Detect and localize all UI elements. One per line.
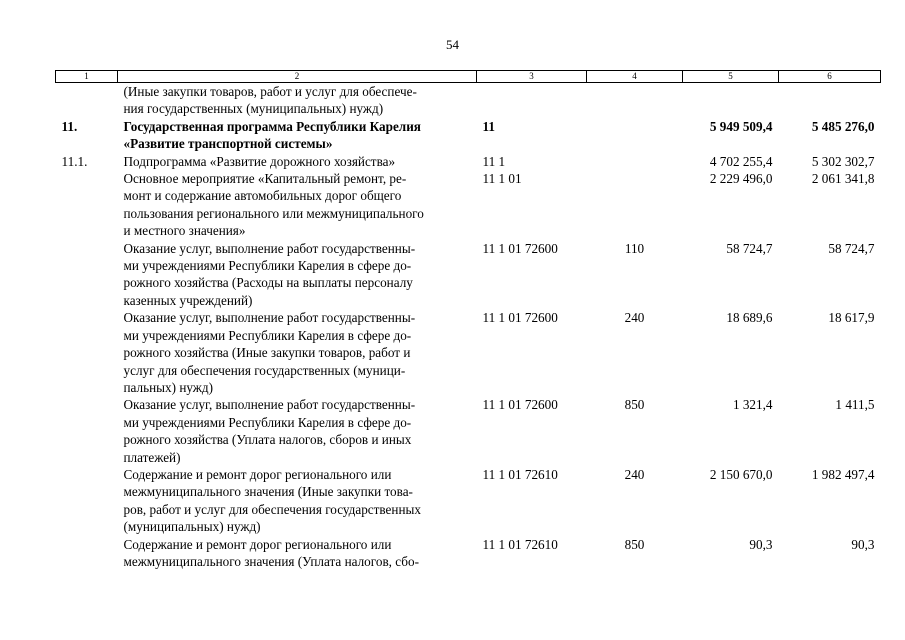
row-amount-year2: 90,3 bbox=[851, 536, 875, 552]
row-code bbox=[477, 83, 587, 118]
row-description: Содержание и ремонт дорог регионального или межмуниципального значения (Иные закупки това- ров, работ и услуг для обеспечения государственных (муниципальных) нужд) bbox=[123, 466, 421, 535]
row-number bbox=[56, 240, 118, 310]
row-amount-year1: 18 689,6 bbox=[726, 310, 773, 326]
row-number: 11. bbox=[61, 118, 78, 134]
row-amount-year2: 58 724,7 bbox=[828, 240, 875, 256]
header-row bbox=[56, 71, 881, 83]
row-code: 11 bbox=[482, 118, 495, 134]
table-row bbox=[56, 83, 881, 118]
table-row bbox=[56, 118, 881, 153]
table-row bbox=[56, 240, 881, 310]
row-number bbox=[56, 466, 118, 536]
row-code: 11 1 01 72610 bbox=[482, 466, 558, 482]
row-amount-year2: 1 982 497,4 bbox=[811, 466, 875, 482]
row-code: 11 1 01 72610 bbox=[482, 536, 558, 552]
row-expense-type: 850 bbox=[624, 397, 645, 413]
row-number bbox=[56, 170, 118, 240]
row-amount-year1 bbox=[683, 83, 779, 118]
row-expense-type: 110 bbox=[624, 240, 645, 256]
row-expense-type bbox=[587, 170, 683, 240]
row-amount-year2: 5 302 302,7 bbox=[811, 153, 875, 169]
page-number: 54 bbox=[446, 37, 459, 52]
row-amount-year1: 1 321,4 bbox=[732, 397, 773, 413]
row-code: 11 1 01 72600 bbox=[482, 397, 558, 413]
header-cell: 4 bbox=[587, 71, 683, 83]
row-code: 11 1 01 72600 bbox=[482, 310, 558, 326]
row-number bbox=[56, 396, 118, 466]
row-expense-type: 240 bbox=[624, 466, 645, 482]
row-amount-year1: 2 229 496,0 bbox=[709, 171, 773, 187]
row-description: Основное мероприятие «Капитальный ремонт, ре- монт и содержание автомобильных дорог общего пользования регионального или межмуниципального и местного значения» bbox=[123, 171, 424, 239]
row-amount-year2: 5 485 276,0 bbox=[811, 118, 875, 134]
row-expense-type bbox=[587, 153, 683, 170]
row-amount-year1: 5 949 509,4 bbox=[709, 118, 773, 134]
row-amount-year1: 4 702 255,4 bbox=[709, 153, 773, 169]
header-cell: 2 bbox=[118, 71, 477, 83]
row-description: Подпрограмма «Развитие дорожного хозяйства» bbox=[123, 153, 396, 169]
row-description: Государственная программа Республики Карелия «Развитие транспортной системы» bbox=[123, 118, 421, 152]
row-code: 11 1 01 bbox=[482, 171, 522, 187]
table-row bbox=[56, 170, 881, 240]
row-code: 11 1 01 72600 bbox=[482, 240, 558, 256]
row-amount-year1: 90,3 bbox=[749, 536, 773, 552]
row-expense-type bbox=[587, 83, 683, 118]
row-amount-year2: 2 061 341,8 bbox=[811, 171, 875, 187]
table-row bbox=[56, 153, 881, 170]
table-row bbox=[56, 466, 881, 536]
row-description: Оказание услуг, выполнение работ государственны- ми учреждениями Республики Карелия в сфере до- рожного хозяйства (Уплата налогов, сборов и иных платежей) bbox=[123, 397, 416, 465]
row-description: Оказание услуг, выполнение работ государственны- ми учреждениями Республики Карелия в сфере до- рожного хозяйства (Расходы на выплаты персоналу казенных учреждений) bbox=[123, 240, 416, 308]
row-expense-type: 240 bbox=[624, 310, 645, 326]
row-code: 11 1 bbox=[482, 153, 506, 169]
row-amount-year2: 18 617,9 bbox=[828, 310, 875, 326]
table-row bbox=[56, 396, 881, 466]
row-description: Содержание и ремонт дорог регионального или межмуниципального значения (Уплата налогов, сбо- bbox=[123, 536, 419, 569]
header-cell: 6 bbox=[779, 71, 881, 83]
row-number bbox=[56, 536, 118, 571]
header-cell: 1 bbox=[56, 71, 118, 83]
table-row bbox=[56, 309, 881, 396]
row-amount-year1: 2 150 670,0 bbox=[709, 466, 773, 482]
row-number bbox=[56, 83, 118, 118]
row-expense-type: 850 bbox=[624, 536, 645, 552]
row-number bbox=[56, 309, 118, 396]
table-row bbox=[56, 536, 881, 571]
row-number: 11.1. bbox=[61, 153, 88, 169]
row-expense-type bbox=[587, 118, 683, 153]
row-description: Оказание услуг, выполнение работ государственны- ми учреждениями Республики Карелия в сфере до- рожного хозяйства (Иные закупки товаров, работ и услуг для обеспечения государственных (муници- пальных) нужд) bbox=[123, 310, 416, 395]
row-amount-year1: 58 724,7 bbox=[726, 240, 773, 256]
header-cell: 5 bbox=[683, 71, 779, 83]
row-amount-year2 bbox=[779, 83, 881, 118]
row-description: (Иные закупки товаров, работ и услуг для обеспече- ния государственных (муниципальных) нужд) bbox=[123, 84, 417, 117]
header-cell: 3 bbox=[477, 71, 587, 83]
row-amount-year2: 1 411,5 bbox=[835, 397, 875, 413]
budget-table bbox=[55, 70, 881, 570]
